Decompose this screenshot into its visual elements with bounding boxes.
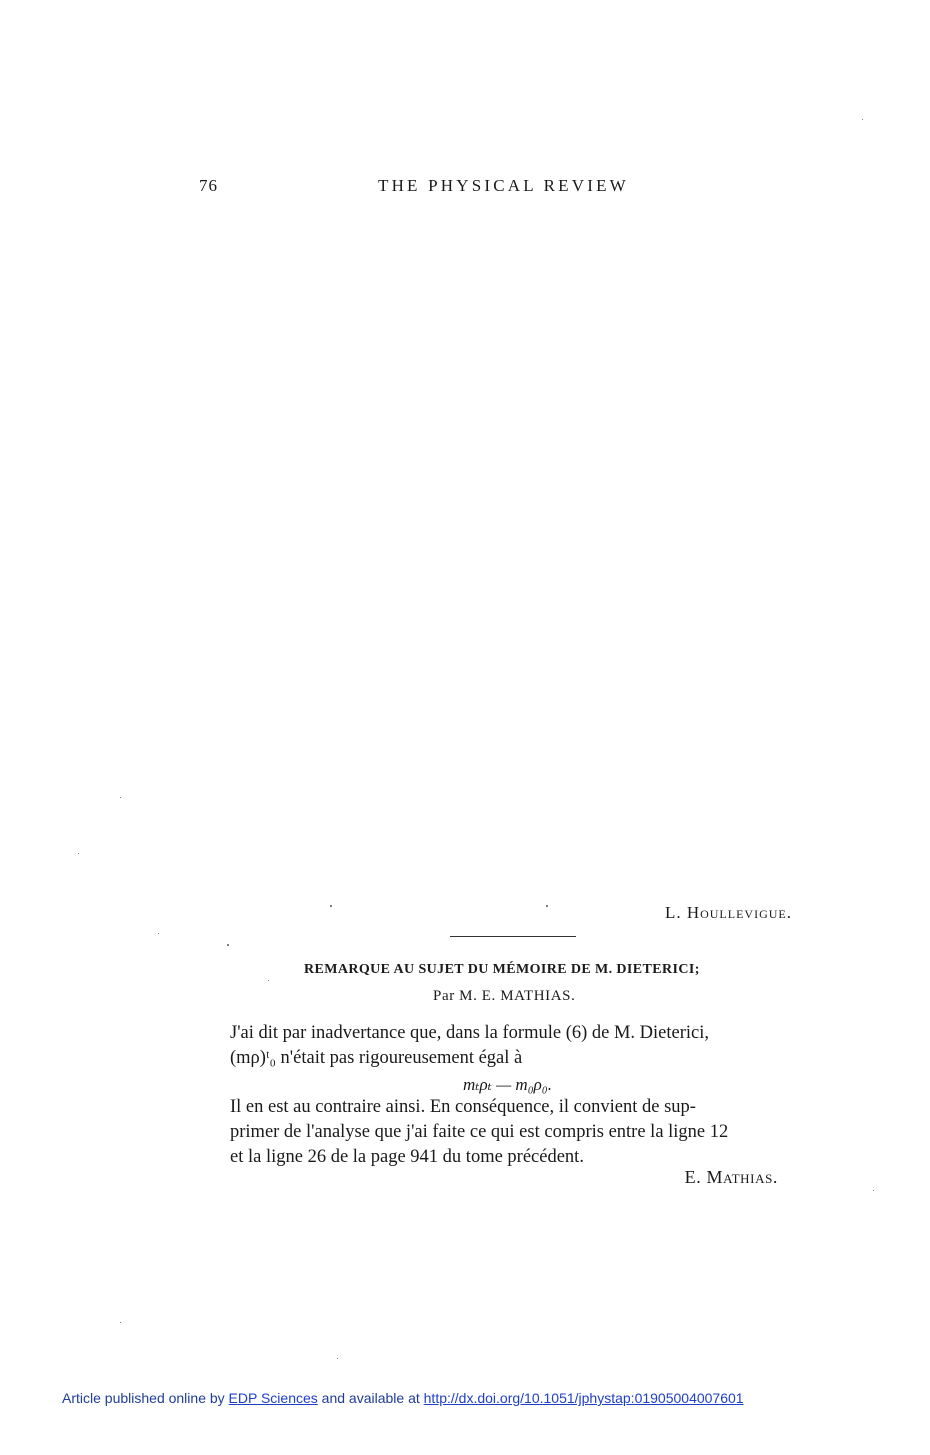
page-number: 76 <box>199 176 218 195</box>
article-signature: E. Mathias. <box>684 1167 778 1187</box>
article-paragraph-1 <box>212 1021 820 1071</box>
publication-footer <box>62 1390 744 1406</box>
article-title: REMARQUE AU SUJET DU MÉMOIRE DE M. DIETERICI; <box>304 962 700 977</box>
running-head: THE PHYSICAL REVIEW <box>378 176 629 195</box>
scan-speck <box>78 853 79 854</box>
paragraph-line: et la ligne 26 de la page 941 du tome précédent. <box>230 1147 584 1167</box>
scan-speck <box>120 1322 121 1323</box>
footer-prefix: Article published online by <box>62 1390 229 1406</box>
paragraph-line: primer de l'analyse que j'ai faite ce qui est compris entre la ligne 12 <box>230 1122 729 1142</box>
article-paragraph-2 <box>212 1095 820 1170</box>
scan-speck <box>546 905 548 907</box>
paragraph-line: (mρ)ᵗ₀ n'était pas rigoureusement égal à <box>230 1048 523 1068</box>
publisher-link[interactable]: EDP Sciences <box>228 1390 318 1406</box>
doi-link[interactable]: http://dx.doi.org/10.1051/jphystap:01905004007601 <box>423 1390 744 1406</box>
scan-speck <box>330 905 332 907</box>
footer-middle: and available at <box>317 1390 424 1406</box>
section-divider <box>450 936 576 937</box>
scan-speck <box>862 119 863 120</box>
formula: mₜρₜ — m₀ρ₀. <box>463 1075 552 1094</box>
paragraph-line: Il en est au contraire ainsi. En conséquence, il convient de sup- <box>230 1097 696 1117</box>
paragraph-line: J'ai dit par inadvertance que, dans la formule (6) de M. Dieterici, <box>230 1023 710 1043</box>
scan-speck <box>268 980 269 981</box>
scan-speck <box>227 944 229 946</box>
scan-speck <box>873 1190 874 1191</box>
scan-speck <box>120 797 121 798</box>
previous-article-signature: L. Houllevigue. <box>664 903 792 922</box>
article-author: Par M. E. MATHIAS. <box>433 988 576 1004</box>
scan-speck <box>337 1358 338 1359</box>
scan-speck <box>158 933 159 934</box>
